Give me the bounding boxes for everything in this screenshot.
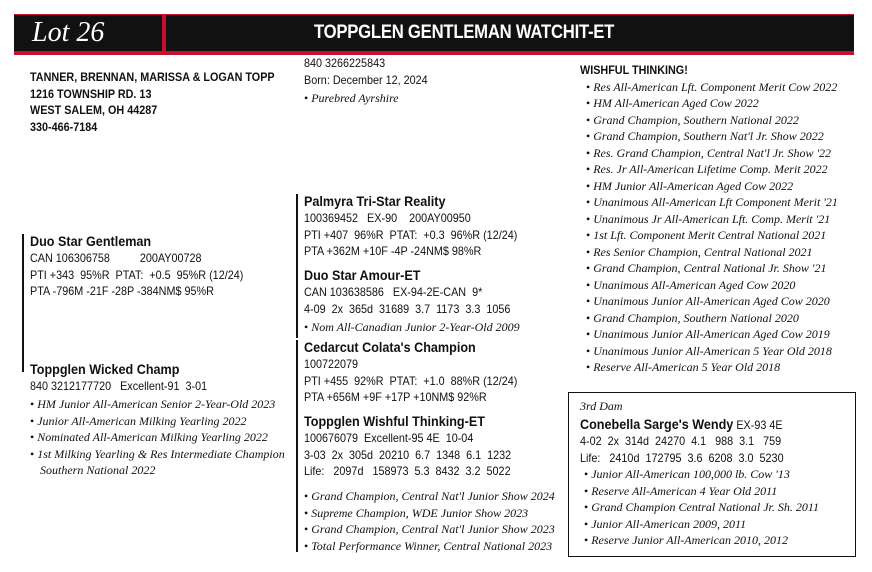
owner-block xyxy=(30,69,275,135)
dam-dam-name: Toppglen Wishful Thinking-ET xyxy=(304,413,485,429)
dam-dam-note: • Grand Champion, Central Nat'l Junior Show 2023 xyxy=(304,521,555,538)
wishful-note: • Unanimous All-American Lft Component Merit '21 xyxy=(586,194,838,211)
dam-sire-bracket xyxy=(296,340,298,416)
sire-dam-record: 4-09 2x 365d 31689 3.7 1173 3.3 1056 xyxy=(304,301,511,316)
sire-dam-registration: CAN 103638586 EX-94-2E-CAN 9* xyxy=(304,285,483,299)
sire-sire-name: Palmyra Tri-Star Reality xyxy=(304,193,446,209)
dam-dam-registration: 100676079 Excellent-95 4E 10-04 xyxy=(304,431,474,445)
wishful-note: • Unanimous Junior All-American 5 Year Old 2018 xyxy=(586,343,838,360)
animal-birthdate: Born: December 12, 2024 xyxy=(304,72,428,87)
sire-dam-block xyxy=(304,266,510,317)
wishful-note: • Unanimous Junior All-American Aged Cow 2019 xyxy=(586,326,838,343)
wishful-note: • Unanimous Junior All-American Aged Cow 2020 xyxy=(586,293,838,310)
animal-info xyxy=(304,55,428,88)
sire-pta: PTA -796M -21F -28P -384NM$ 95%R xyxy=(30,284,214,298)
third-dam-note: • Reserve Junior All-American 2010, 2012 xyxy=(584,532,819,549)
dam-dam-note: • Grand Champion, Central Nat'l Junior Show 2024 xyxy=(304,488,555,505)
owner-phone: 330-466-7184 xyxy=(30,119,98,134)
animal-breed: • Purebred Ayrshire xyxy=(304,90,399,107)
third-dam-label: 3rd Dam xyxy=(580,399,623,413)
wishful-note: • Res. Grand Champion, Central Nat'l Jr. Show '22 xyxy=(586,145,838,162)
third-dam-classification: EX-93 4E xyxy=(733,417,783,432)
third-dam-note: • Junior All-American 100,000 lb. Cow '13 xyxy=(584,466,819,483)
animal-registration: 840 3266225843 xyxy=(304,56,386,70)
sire-sire-pta: PTA +362M +10F -4P -24NM$ 98%R xyxy=(304,244,482,258)
wishful-note: • Reserve All-American 5 Year Old 2018 xyxy=(586,359,838,376)
dam-sire-registration: 100722079 xyxy=(304,357,359,371)
third-dam-lifetime: Life: 2410d 172795 3.6 6208 3.0 5230 xyxy=(580,450,784,465)
dam-dam-record: 3-03 2x 305d 20210 6.7 1348 6.1 1232 xyxy=(304,447,512,462)
lot-number: Lot 26 xyxy=(32,17,105,48)
third-dam-note: • Junior All-American 2009, 2011 xyxy=(584,516,819,533)
dam-dam-bracket xyxy=(296,416,298,552)
dam-sire-name: Cedarcut Colata's Champion xyxy=(304,339,476,355)
wishful-note: • HM All-American Aged Cow 2022 xyxy=(586,95,838,112)
dam-dam-block xyxy=(304,412,511,480)
third-dam-block xyxy=(580,398,819,549)
animal-title: TOPPGLEN GENTLEMAN WATCHIT-ET xyxy=(314,22,615,43)
sire-sire-registration: 100369452 EX-90 200AY00950 xyxy=(304,211,471,225)
third-dam-note: • Reserve All-American 4 Year Old 2011 xyxy=(584,483,819,500)
dam-sire-block xyxy=(304,338,517,406)
wishful-note: • Res. Jr All-American Lifetime Comp. Merit 2022 xyxy=(586,161,838,178)
third-dam-name: Conebella Sarge's Wendy xyxy=(580,415,734,432)
dam-dam-note: • Supreme Champion, WDE Junior Show 2023 xyxy=(304,505,555,522)
header-divider xyxy=(162,15,166,51)
dam-dam-lifetime: Life: 2097d 158973 5.3 8432 3.2 5022 xyxy=(304,464,511,478)
wishful-note: • Grand Champion, Southern National 2022 xyxy=(586,112,838,129)
lot-header-bar xyxy=(14,14,854,55)
sire-dam-bracket xyxy=(296,272,298,338)
sire-name: Duo Star Gentleman xyxy=(30,233,152,249)
dam-note-continued: Southern National 2022 xyxy=(40,463,156,477)
sire-bracket xyxy=(22,234,24,306)
wishful-note: • 1st Lft. Component Merit Central National 2021 xyxy=(586,227,838,244)
sire-sire-block xyxy=(304,192,517,260)
wishful-note: • Grand Champion, Central National Jr. Show '21 xyxy=(586,260,838,277)
third-dam-record: 4-02 2x 314d 24270 4.1 988 3.1 759 xyxy=(580,434,782,448)
dam-notes xyxy=(30,396,285,479)
sire-dam-note: • Nom All-Canadian Junior 2-Year-Old 2009 xyxy=(304,319,520,336)
dam-block xyxy=(30,360,207,395)
dam-sire-pta: PTA +656M +9F +17P +10NM$ 92%R xyxy=(304,390,487,404)
owner-names: TANNER, BRENNAN, MARISSA & LOGAN TOPP xyxy=(30,70,275,84)
dam-registration: 840 3212177720 Excellent-91 3-01 xyxy=(30,379,208,393)
wishful-note: • Res All-American Lft. Component Merit Cow 2022 xyxy=(586,79,838,96)
wishful-note: • Unanimous All-American Aged Cow 2020 xyxy=(586,277,838,294)
owner-city: WEST SALEM, OH 44287 xyxy=(30,103,158,117)
dam-note: • Junior All-American Milking Yearling 2022 xyxy=(30,413,285,430)
dam-dam-note: • Total Performance Winner, Central National 2023 xyxy=(304,538,555,555)
dam-sire-pti: PTI +455 92%R PTAT: +1.0 88%R (12/24) xyxy=(304,373,518,388)
sire-registration: CAN 106306758 200AY00728 xyxy=(30,251,202,265)
sire-sire-pti: PTI +407 96%R PTAT: +0.3 96%R (12/24) xyxy=(304,227,518,242)
sire-block xyxy=(30,232,243,300)
owner-street: 1216 TOWNSHIP RD. 13 xyxy=(30,86,152,101)
sire-sire-bracket xyxy=(296,194,298,272)
wishful-note: • Res Senior Champion, Central National 2021 xyxy=(586,244,838,261)
dam-note: • 1st Milking Yearling & Res Intermediate Champion xyxy=(30,446,285,463)
third-dam-note: • Grand Champion Central National Jr. Sh. 2011 xyxy=(584,499,819,516)
wishful-note: • HM Junior All-American Aged Cow 2022 xyxy=(586,178,838,195)
wishful-block xyxy=(580,62,838,376)
sire-dam-name: Duo Star Amour-ET xyxy=(304,267,421,283)
wishful-note: • Grand Champion, Southern National 2020 xyxy=(586,310,838,327)
dam-note: • Nominated All-American Milking Yearling 2022 xyxy=(30,429,285,446)
dam-name: Toppglen Wicked Champ xyxy=(30,361,180,377)
wishful-title: WISHFUL THINKING! xyxy=(580,63,688,77)
wishful-note: • Unanimous Jr All-American Lft. Comp. Merit '21 xyxy=(586,211,838,228)
dam-dam-notes xyxy=(304,488,555,554)
dam-bracket xyxy=(22,306,24,372)
wishful-note: • Grand Champion, Southern Nat'l Jr. Show 2022 xyxy=(586,128,838,145)
sire-pti: PTI +343 95%R PTAT: +0.5 95%R (12/24) xyxy=(30,267,244,282)
dam-note: • HM Junior All-American Senior 2-Year-Old 2023 xyxy=(30,396,285,413)
